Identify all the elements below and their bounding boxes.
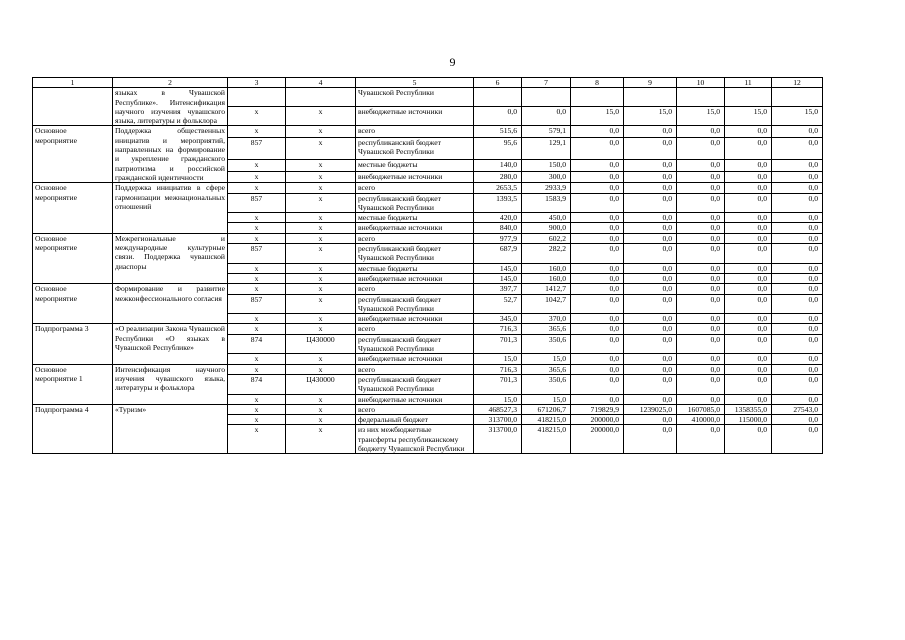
code-cell: х — [228, 183, 286, 193]
value-cell: 0,0 — [725, 126, 772, 138]
source-cell: всего — [356, 324, 474, 334]
value-cell: 1412,7 — [522, 284, 571, 294]
value-cell: 0,0 — [725, 183, 772, 193]
code-cell: х — [286, 364, 356, 374]
value-cell: 0,0 — [725, 193, 772, 213]
value-cell: 0,0 — [571, 284, 624, 294]
value-cell: 0,0 — [677, 273, 725, 283]
value-cell: 0,0 — [571, 213, 624, 223]
value-cell: 0,0 — [772, 394, 823, 404]
value-cell: 701,3 — [474, 334, 522, 354]
activity-type-cell: Основное мероприятие 1 — [33, 364, 113, 404]
value-cell: 1607085,0 — [677, 404, 725, 414]
table-row — [33, 88, 823, 107]
activity-type-cell: Основное мероприятие — [33, 183, 113, 233]
value-cell: 420,0 — [474, 213, 522, 223]
source-cell: внебюджетные источники — [356, 171, 474, 183]
value-cell: 160,0 — [522, 263, 571, 273]
header-row — [33, 78, 823, 88]
value-cell: 0,0 — [677, 171, 725, 183]
code-cell: 857 — [228, 138, 286, 160]
code-cell: х — [286, 160, 356, 172]
value-cell: 0,0 — [772, 314, 823, 324]
value-cell: 0,0 — [725, 263, 772, 273]
source-cell: всего — [356, 284, 474, 294]
value-cell: 0,0 — [571, 233, 624, 243]
value-cell: 0,0 — [725, 284, 772, 294]
source-cell: внебюджетные источники — [356, 107, 474, 126]
value-cell: 418215,0 — [522, 415, 571, 425]
value-cell: 365,6 — [522, 324, 571, 334]
value-cell: 0,0 — [624, 233, 677, 243]
code-cell: х — [228, 394, 286, 404]
value-cell: 0,0 — [624, 354, 677, 364]
value-cell: 0,0 — [725, 324, 772, 334]
value-cell: 0,0 — [772, 126, 823, 138]
value-cell: 0,0 — [624, 294, 677, 314]
source-cell: всего — [356, 126, 474, 138]
source-cell: Чувашской Республики — [356, 88, 474, 107]
value-cell — [624, 88, 677, 107]
value-cell: 0,0 — [624, 223, 677, 233]
value-cell: 0,0 — [772, 138, 823, 160]
code-cell: х — [286, 273, 356, 283]
value-cell — [474, 88, 522, 107]
activity-name-cell: Поддержка общественных инициатив и мероприятий, направленных на формирование и укрепление гражданского патриотизма и российской гражданской идентичности — [113, 126, 228, 183]
value-cell: 0,0 — [571, 223, 624, 233]
value-cell: 0,0 — [571, 324, 624, 334]
value-cell: 0,0 — [725, 160, 772, 172]
source-cell: всего — [356, 183, 474, 193]
code-cell: х — [228, 314, 286, 324]
value-cell: 0,0 — [725, 273, 772, 283]
value-cell: 200000,0 — [571, 415, 624, 425]
code-cell: 874 — [228, 374, 286, 394]
value-cell: 0,0 — [571, 364, 624, 374]
table-row — [33, 284, 823, 294]
value-cell: 0,0 — [725, 354, 772, 364]
value-cell: 280,0 — [474, 171, 522, 183]
source-cell: внебюджетные источники — [356, 354, 474, 364]
value-cell: 515,6 — [474, 126, 522, 138]
activity-name-cell: Межрегиональные и международные культурные связи. Поддержка чувашской диаспоры — [113, 233, 228, 283]
value-cell: 0,0 — [725, 425, 772, 454]
code-cell: х — [286, 294, 356, 314]
value-cell: 0,0 — [772, 273, 823, 283]
value-cell: 0,0 — [677, 294, 725, 314]
code-cell: х — [286, 233, 356, 243]
value-cell: 0,0 — [677, 284, 725, 294]
code-cell: 874 — [228, 334, 286, 354]
source-cell: всего — [356, 404, 474, 414]
value-cell: 0,0 — [677, 394, 725, 404]
value-cell: 0,0 — [474, 107, 522, 126]
value-cell: 0,0 — [624, 364, 677, 374]
value-cell: 313700,0 — [474, 425, 522, 454]
table-row — [33, 126, 823, 138]
value-cell: 1583,9 — [522, 193, 571, 213]
code-cell: х — [286, 244, 356, 264]
activity-type-cell: Основное мероприятие — [33, 284, 113, 324]
code-cell: х — [228, 273, 286, 283]
value-cell: 2933,9 — [522, 183, 571, 193]
value-cell: 1042,7 — [522, 294, 571, 314]
value-cell: 0,0 — [677, 374, 725, 394]
value-cell: 0,0 — [725, 171, 772, 183]
value-cell: 0,0 — [677, 314, 725, 324]
value-cell: 0,0 — [677, 334, 725, 354]
value-cell: 15,0 — [522, 394, 571, 404]
code-cell: х — [286, 284, 356, 294]
column-header: 9 — [624, 78, 677, 88]
activity-name-cell: Поддержка инициатив в сфере гармонизации межнациональных отношений — [113, 183, 228, 233]
value-cell: 0,0 — [725, 334, 772, 354]
value-cell: 0,0 — [624, 244, 677, 264]
source-cell: из них межбюджетные трансферты республиканскому бюджету Чувашской Республики — [356, 425, 474, 454]
value-cell — [522, 88, 571, 107]
code-cell: х — [228, 415, 286, 425]
value-cell: 145,0 — [474, 273, 522, 283]
value-cell: 15,0 — [677, 107, 725, 126]
value-cell: 0,0 — [772, 425, 823, 454]
value-cell: 1393,5 — [474, 193, 522, 213]
page-number: 9 — [449, 55, 456, 69]
activity-name-cell: «Туризм» — [113, 404, 228, 454]
activity-name-cell: «О реализации Закона Чувашской Республики «О языках в Чувашской Республике» — [113, 324, 228, 364]
source-cell: внебюджетные источники — [356, 394, 474, 404]
source-cell: республиканский бюджет Чувашской Республики — [356, 294, 474, 314]
value-cell: 418215,0 — [522, 425, 571, 454]
value-cell: 0,0 — [725, 394, 772, 404]
value-cell: 0,0 — [725, 314, 772, 324]
value-cell: 0,0 — [725, 223, 772, 233]
value-cell: 150,0 — [522, 160, 571, 172]
value-cell: 450,0 — [522, 213, 571, 223]
code-cell: х — [286, 263, 356, 273]
value-cell: 602,2 — [522, 233, 571, 243]
value-cell: 0,0 — [571, 263, 624, 273]
value-cell: 0,0 — [677, 233, 725, 243]
value-cell: 719829,9 — [571, 404, 624, 414]
value-cell: 0,0 — [571, 183, 624, 193]
value-cell: 0,0 — [624, 284, 677, 294]
value-cell: 716,3 — [474, 324, 522, 334]
value-cell: 0,0 — [624, 213, 677, 223]
value-cell: 701,3 — [474, 374, 522, 394]
value-cell: 0,0 — [725, 364, 772, 374]
code-cell: х — [286, 126, 356, 138]
value-cell: 0,0 — [725, 233, 772, 243]
value-cell: 0,0 — [772, 183, 823, 193]
value-cell: 671206,7 — [522, 404, 571, 414]
code-cell: х — [286, 193, 356, 213]
code-cell: х — [286, 415, 356, 425]
value-cell: 0,0 — [624, 160, 677, 172]
value-cell: 0,0 — [677, 193, 725, 213]
value-cell: 0,0 — [772, 160, 823, 172]
value-cell: 0,0 — [677, 213, 725, 223]
code-cell — [286, 88, 356, 107]
code-cell: х — [228, 233, 286, 243]
source-cell: всего — [356, 364, 474, 374]
column-header: 4 — [286, 78, 356, 88]
value-cell: 0,0 — [772, 284, 823, 294]
code-cell: х — [286, 213, 356, 223]
value-cell — [571, 88, 624, 107]
value-cell: 129,1 — [522, 138, 571, 160]
column-header: 6 — [474, 78, 522, 88]
value-cell: 0,0 — [772, 364, 823, 374]
value-cell: 0,0 — [677, 183, 725, 193]
value-cell: 0,0 — [772, 294, 823, 314]
activity-name-cell: Формирование и развитие межконфессионального согласия — [113, 284, 228, 324]
source-cell: федеральный бюджет — [356, 415, 474, 425]
value-cell: 0,0 — [677, 364, 725, 374]
value-cell: 0,0 — [624, 314, 677, 324]
value-cell: 350,6 — [522, 374, 571, 394]
value-cell — [772, 88, 823, 107]
value-cell: 0,0 — [677, 354, 725, 364]
value-cell: 0,0 — [624, 126, 677, 138]
value-cell: 0,0 — [725, 294, 772, 314]
code-cell: х — [228, 213, 286, 223]
value-cell: 140,0 — [474, 160, 522, 172]
value-cell: 300,0 — [522, 171, 571, 183]
source-cell: местные бюджеты — [356, 213, 474, 223]
value-cell: 0,0 — [772, 193, 823, 213]
value-cell: 0,0 — [522, 107, 571, 126]
value-cell: 0,0 — [725, 374, 772, 394]
value-cell: 0,0 — [772, 233, 823, 243]
code-cell: х — [228, 223, 286, 233]
code-cell: х — [286, 354, 356, 364]
value-cell: 0,0 — [772, 171, 823, 183]
value-cell: 1239025,0 — [624, 404, 677, 414]
value-cell: 0,0 — [571, 394, 624, 404]
value-cell: 0,0 — [571, 126, 624, 138]
value-cell: 0,0 — [677, 223, 725, 233]
value-cell: 145,0 — [474, 263, 522, 273]
column-header: 7 — [522, 78, 571, 88]
code-cell: Ц430000 — [286, 374, 356, 394]
code-cell: х — [286, 223, 356, 233]
value-cell: 0,0 — [772, 415, 823, 425]
code-cell: х — [228, 425, 286, 454]
value-cell: 0,0 — [624, 425, 677, 454]
code-cell: х — [228, 171, 286, 183]
value-cell: 0,0 — [624, 374, 677, 394]
code-cell: х — [286, 171, 356, 183]
value-cell: 0,0 — [677, 425, 725, 454]
activity-type-cell: Основное мероприятие — [33, 126, 113, 183]
table-row — [33, 404, 823, 414]
value-cell: 397,7 — [474, 284, 522, 294]
value-cell: 0,0 — [571, 193, 624, 213]
code-cell: х — [286, 107, 356, 126]
table-row — [33, 324, 823, 334]
code-cell: х — [286, 324, 356, 334]
value-cell: 0,0 — [772, 213, 823, 223]
code-cell: х — [228, 107, 286, 126]
activity-type-cell: Основное мероприятие — [33, 233, 113, 283]
code-cell: х — [286, 183, 356, 193]
value-cell: 1358355,0 — [725, 404, 772, 414]
value-cell: 0,0 — [677, 126, 725, 138]
code-cell: Ц430000 — [286, 334, 356, 354]
source-cell: местные бюджеты — [356, 160, 474, 172]
value-cell: 15,0 — [571, 107, 624, 126]
value-cell: 468527,3 — [474, 404, 522, 414]
code-cell: х — [286, 314, 356, 324]
value-cell: 200000,0 — [571, 425, 624, 454]
value-cell: 350,6 — [522, 334, 571, 354]
value-cell: 687,9 — [474, 244, 522, 264]
value-cell: 15,0 — [474, 394, 522, 404]
value-cell: 0,0 — [772, 244, 823, 264]
value-cell: 0,0 — [571, 334, 624, 354]
value-cell: 0,0 — [772, 374, 823, 394]
value-cell: 0,0 — [571, 273, 624, 283]
value-cell: 0,0 — [772, 334, 823, 354]
value-cell: 0,0 — [772, 324, 823, 334]
source-cell: внебюджетные источники — [356, 314, 474, 324]
value-cell: 370,0 — [522, 314, 571, 324]
value-cell: 410000,0 — [677, 415, 725, 425]
source-cell: внебюджетные источники — [356, 273, 474, 283]
value-cell: 0,0 — [571, 171, 624, 183]
code-cell: х — [228, 404, 286, 414]
table-row — [33, 233, 823, 243]
source-cell: республиканский бюджет Чувашской Республики — [356, 374, 474, 394]
value-cell: 0,0 — [571, 160, 624, 172]
column-header: 5 — [356, 78, 474, 88]
value-cell: 115000,0 — [725, 415, 772, 425]
value-cell: 160,0 — [522, 273, 571, 283]
code-cell: х — [228, 354, 286, 364]
code-cell: х — [228, 160, 286, 172]
value-cell: 0,0 — [624, 183, 677, 193]
code-cell: 857 — [228, 294, 286, 314]
value-cell: 365,6 — [522, 364, 571, 374]
value-cell: 15,0 — [772, 107, 823, 126]
column-header: 12 — [772, 78, 823, 88]
value-cell: 0,0 — [725, 213, 772, 223]
value-cell — [677, 88, 725, 107]
code-cell: х — [286, 138, 356, 160]
activity-type-cell — [33, 88, 113, 126]
column-header: 11 — [725, 78, 772, 88]
value-cell: 0,0 — [624, 273, 677, 283]
value-cell: 0,0 — [571, 294, 624, 314]
column-header: 3 — [228, 78, 286, 88]
table-row — [33, 183, 823, 193]
value-cell: 0,0 — [624, 263, 677, 273]
code-cell: х — [286, 404, 356, 414]
activity-type-cell: Подпрограмма 3 — [33, 324, 113, 364]
value-cell: 0,0 — [624, 334, 677, 354]
code-cell: х — [228, 263, 286, 273]
value-cell: 716,3 — [474, 364, 522, 374]
value-cell: 0,0 — [677, 244, 725, 264]
value-cell: 0,0 — [571, 244, 624, 264]
code-cell: 857 — [228, 193, 286, 213]
value-cell: 0,0 — [571, 314, 624, 324]
source-cell: республиканский бюджет Чувашской Республики — [356, 193, 474, 213]
value-cell: 977,9 — [474, 233, 522, 243]
value-cell: 313700,0 — [474, 415, 522, 425]
source-cell: республиканский бюджет Чувашской Республики — [356, 138, 474, 160]
value-cell: 579,1 — [522, 126, 571, 138]
code-cell: х — [286, 425, 356, 454]
value-cell: 282,2 — [522, 244, 571, 264]
column-header: 8 — [571, 78, 624, 88]
activity-name-cell: Интенсификация научного изучения чувашского языка, литературы и фольклора — [113, 364, 228, 404]
code-cell: х — [228, 126, 286, 138]
funding-table — [32, 77, 823, 454]
source-cell: республиканский бюджет Чувашской Республики — [356, 334, 474, 354]
value-cell: 15,0 — [725, 107, 772, 126]
value-cell: 0,0 — [677, 263, 725, 273]
value-cell: 0,0 — [772, 223, 823, 233]
value-cell: 0,0 — [677, 138, 725, 160]
value-cell: 0,0 — [677, 160, 725, 172]
code-cell: х — [228, 364, 286, 374]
value-cell: 0,0 — [725, 244, 772, 264]
value-cell: 0,0 — [725, 138, 772, 160]
value-cell: 0,0 — [624, 394, 677, 404]
value-cell: 0,0 — [624, 324, 677, 334]
value-cell: 2653,5 — [474, 183, 522, 193]
column-header: 1 — [33, 78, 113, 88]
column-header: 2 — [113, 78, 228, 88]
value-cell: 345,0 — [474, 314, 522, 324]
source-cell: всего — [356, 233, 474, 243]
code-cell: х — [286, 394, 356, 404]
value-cell: 0,0 — [571, 138, 624, 160]
value-cell: 52,7 — [474, 294, 522, 314]
value-cell: 0,0 — [571, 374, 624, 394]
value-cell: 0,0 — [624, 138, 677, 160]
value-cell: 0,0 — [677, 324, 725, 334]
code-cell — [228, 88, 286, 107]
value-cell: 95,6 — [474, 138, 522, 160]
source-cell: внебюджетные источники — [356, 223, 474, 233]
value-cell: 15,0 — [624, 107, 677, 126]
value-cell: 15,0 — [522, 354, 571, 364]
source-cell: местные бюджеты — [356, 263, 474, 273]
code-cell: х — [228, 284, 286, 294]
column-header: 10 — [677, 78, 725, 88]
value-cell: 0,0 — [624, 193, 677, 213]
value-cell — [725, 88, 772, 107]
value-cell: 0,0 — [772, 354, 823, 364]
source-cell: республиканский бюджет Чувашской Республики — [356, 244, 474, 264]
value-cell: 0,0 — [624, 171, 677, 183]
value-cell: 0,0 — [624, 415, 677, 425]
value-cell: 27543,0 — [772, 404, 823, 414]
value-cell: 0,0 — [772, 263, 823, 273]
code-cell: х — [228, 324, 286, 334]
activity-name-cell: языках в Чувашской Республике». Интенсификация научного изучения чувашского языка, литературы и фольклора — [113, 88, 228, 126]
value-cell: 900,0 — [522, 223, 571, 233]
table-row — [33, 364, 823, 374]
code-cell: 857 — [228, 244, 286, 264]
value-cell: 15,0 — [474, 354, 522, 364]
activity-type-cell: Подпрограмма 4 — [33, 404, 113, 454]
value-cell: 0,0 — [571, 354, 624, 364]
value-cell: 840,0 — [474, 223, 522, 233]
